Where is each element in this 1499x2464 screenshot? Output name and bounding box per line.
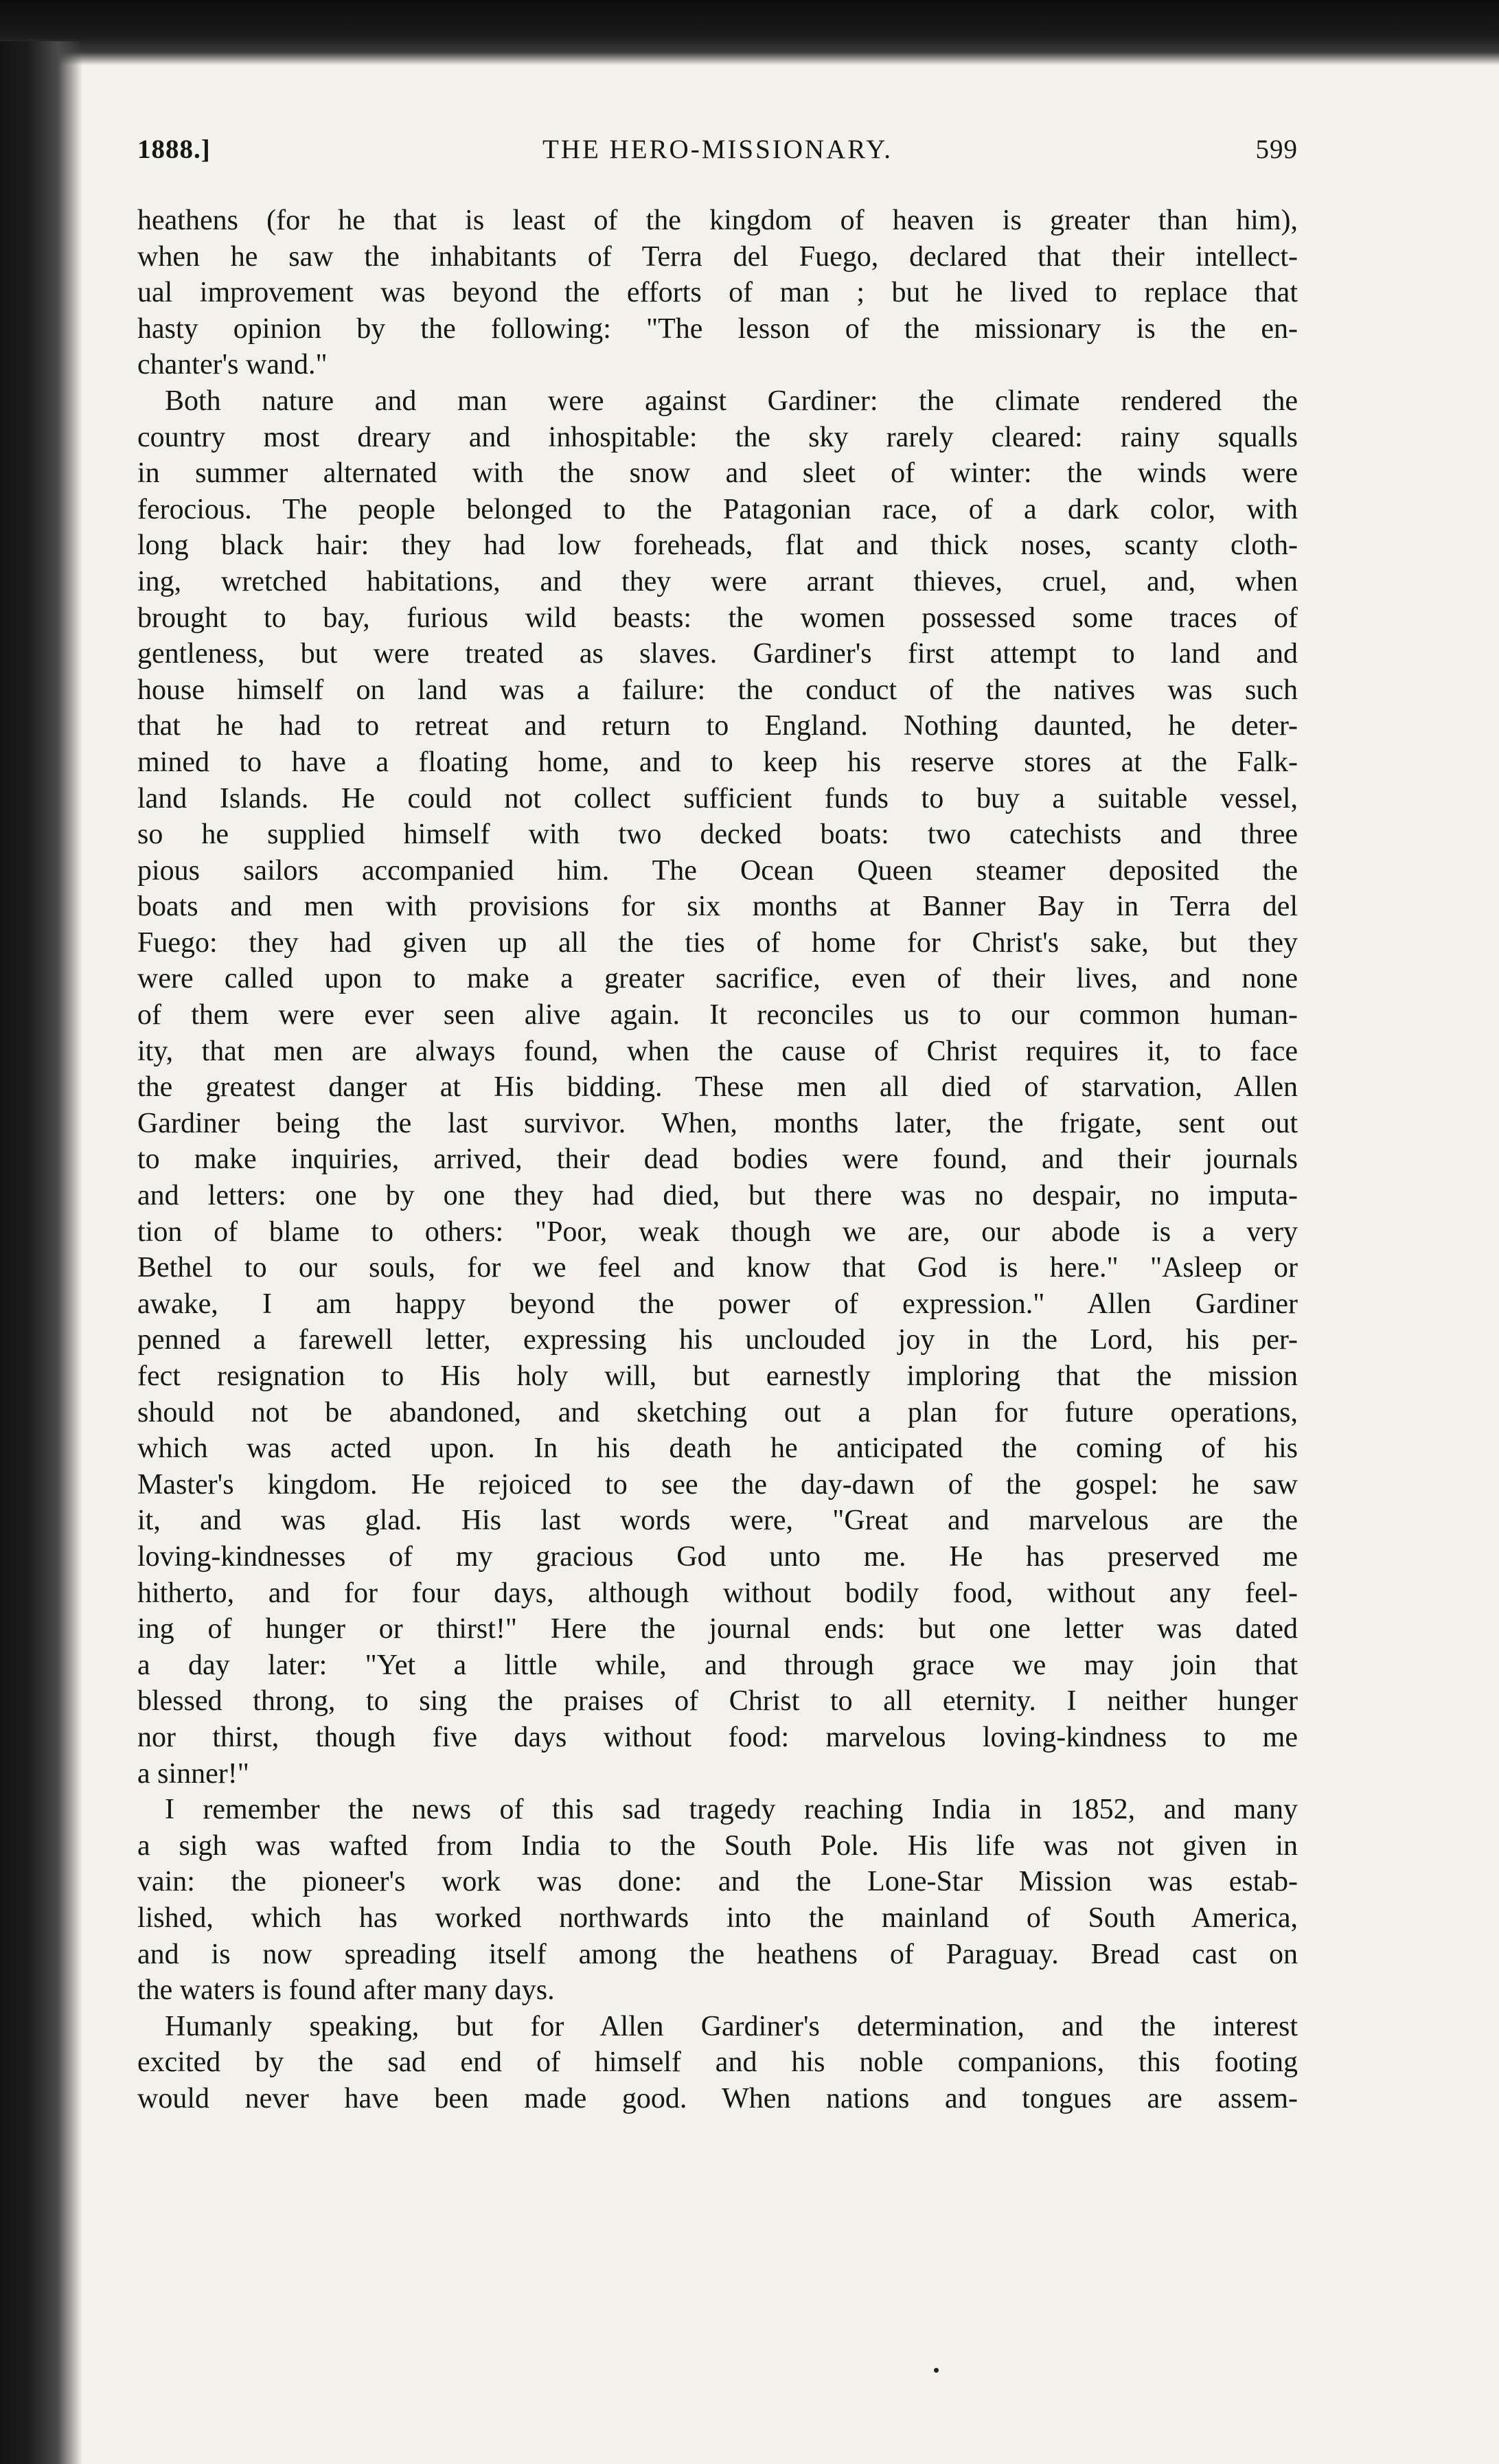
text-line: would never have been made good. When nations and tongues are assem- [137, 2082, 1298, 2114]
text-line: blessed throng, to sing the praises of Christ to all eternity. I neither hunger [137, 1685, 1298, 1718]
text-line: and is now spreading itself among the heathens of Paraguay. Bread cast on [137, 1938, 1298, 1970]
text-line: nor thirst, though five days without food: marvelous loving-kindness to me [137, 1721, 1298, 1753]
text-line: chanter's wand." [137, 349, 328, 381]
text-line: penned a farewell letter, expressing his unclouded joy in the Lord, his per- [137, 1324, 1298, 1356]
text-line: country most dreary and inhospitable: the sky rarely cleared: rainy squalls [137, 421, 1298, 453]
text-line: of them were ever seen alive again. It reconciles us to our common human- [137, 999, 1298, 1031]
text-line: pious sailors accompanied him. The Ocean Queen steamer deposited the [137, 854, 1298, 887]
text-line: so he supplied himself with two decked boats: two catechists and three [137, 819, 1298, 851]
text-line: gentleness, but were treated as slaves. Gardiner's first attempt to land and [137, 638, 1298, 670]
text-line: loving-kindnesses of my gracious God unto me. He has preserved me [137, 1540, 1298, 1573]
text-line: Both nature and man were against Gardiner: the climate rendered the [165, 385, 1298, 417]
text-line: fect resignation to His holy will, but earnestly imploring that the mission [137, 1360, 1298, 1392]
text-line: awake, I am happy beyond the power of expression." Allen Gardiner [137, 1288, 1298, 1320]
text-line: ual improvement was beyond the efforts of man ; but he lived to replace that [137, 277, 1298, 309]
text-line: when he saw the inhabitants of Terra del Fuego, declared that their intellect- [137, 240, 1298, 273]
scan-top-edge [0, 0, 1499, 65]
text-line: boats and men with provisions for six months at Banner Bay in Terra del [137, 891, 1298, 923]
paragraph [137, 1792, 1298, 2009]
text-line: hasty opinion by the following: "The lesson of the missionary is the en- [137, 312, 1298, 345]
text-line: house himself on land was a failure: the conduct of the natives was such [137, 674, 1298, 706]
header-year: 1888.] [137, 135, 211, 164]
text-line: that he had to retreat and return to England. Nothing daunted, he deter- [137, 710, 1298, 742]
text-line: were called upon to make a greater sacrifice, even of their lives, and none [137, 963, 1298, 995]
paragraph [137, 383, 1298, 1792]
text-line: I remember the news of this sad tragedy reaching India in 1852, and many [165, 1794, 1298, 1826]
text-line: Humanly speaking, but for Allen Gardiner's determination, and the interest [165, 2010, 1298, 2042]
text-line: the waters is found after many days. [137, 1974, 555, 2007]
page-number: 599 [1255, 135, 1298, 164]
text-line: tion of blame to others: "Poor, weak though we are, our abode is a very [137, 1216, 1298, 1248]
text-line: excited by the sad end of himself and his noble companions, this footing [137, 2046, 1298, 2079]
paragraph [137, 2009, 1298, 2117]
footer-mark [934, 2368, 939, 2373]
text-line: land Islands. He could not collect sufficient funds to buy a suitable vessel, [137, 782, 1298, 814]
header-title: THE HERO-MISSIONARY. [542, 135, 893, 164]
text-line: mined to have a floating home, and to keep his reserve stores at the Falk- [137, 746, 1298, 778]
text-line: vain: the pioneer's work was done: and the Lone-Star Mission was estab- [137, 1866, 1298, 1898]
scan-left-edge [0, 41, 82, 2464]
text-line: ferocious. The people belonged to the Patagonian race, of a dark color, with [137, 493, 1298, 525]
book-page [137, 134, 1298, 2117]
paragraph [137, 203, 1298, 383]
text-line: in summer alternated with the snow and sleet of winter: the winds were [137, 457, 1298, 490]
text-line: a sigh was wafted from India to the South Pole. His life was not given in [137, 1829, 1298, 1862]
text-line: a day later: "Yet a little while, and through grace we may join that [137, 1649, 1298, 1681]
text-line: the greatest danger at His bidding. These men all died of starvation, Allen [137, 1071, 1298, 1104]
text-line: it, and was glad. His last words were, "Great and marvelous are the [137, 1505, 1298, 1537]
text-line: and letters: one by one they had died, but there was no despair, no imputa- [137, 1180, 1298, 1212]
text-line: hitherto, and for four days, although without bodily food, without any feel- [137, 1577, 1298, 1609]
text-line: brought to bay, furious wild beasts: the women possessed some traces of [137, 602, 1298, 634]
text-line: ing of hunger or thirst!" Here the journal ends: but one letter was dated [137, 1613, 1298, 1645]
text-line: Fuego: they had given up all the ties of home for Christ's sake, but they [137, 926, 1298, 959]
text-line: Bethel to our souls, for we feel and know that God is here." "Asleep or [137, 1252, 1298, 1284]
body-text [137, 203, 1298, 2117]
text-line: should not be abandoned, and sketching out a plan for future operations, [137, 1396, 1298, 1428]
text-line: to make inquiries, arrived, their dead bodies were found, and their journals [137, 1143, 1298, 1176]
text-line: a sinner!" [137, 1757, 249, 1790]
text-line: which was acted upon. In his death he anticipated the coming of his [137, 1433, 1298, 1465]
text-line: lished, which has worked northwards into the mainland of South America, [137, 1902, 1298, 1934]
running-header [137, 134, 1298, 182]
text-line: ing, wretched habitations, and they were arrant thieves, cruel, and, when [137, 565, 1298, 597]
text-line: Master's kingdom. He rejoiced to see the day-dawn of the gospel: he saw [137, 1468, 1298, 1501]
text-line: ity, that men are always found, when the cause of Christ requires it, to face [137, 1035, 1298, 1067]
text-line: long black hair: they had low foreheads, flat and thick noses, scanty cloth- [137, 529, 1298, 562]
text-line: heathens (for he that is least of the kingdom of heaven is greater than him), [137, 205, 1298, 236]
text-line: Gardiner being the last survivor. When, months later, the frigate, sent out [137, 1107, 1298, 1139]
